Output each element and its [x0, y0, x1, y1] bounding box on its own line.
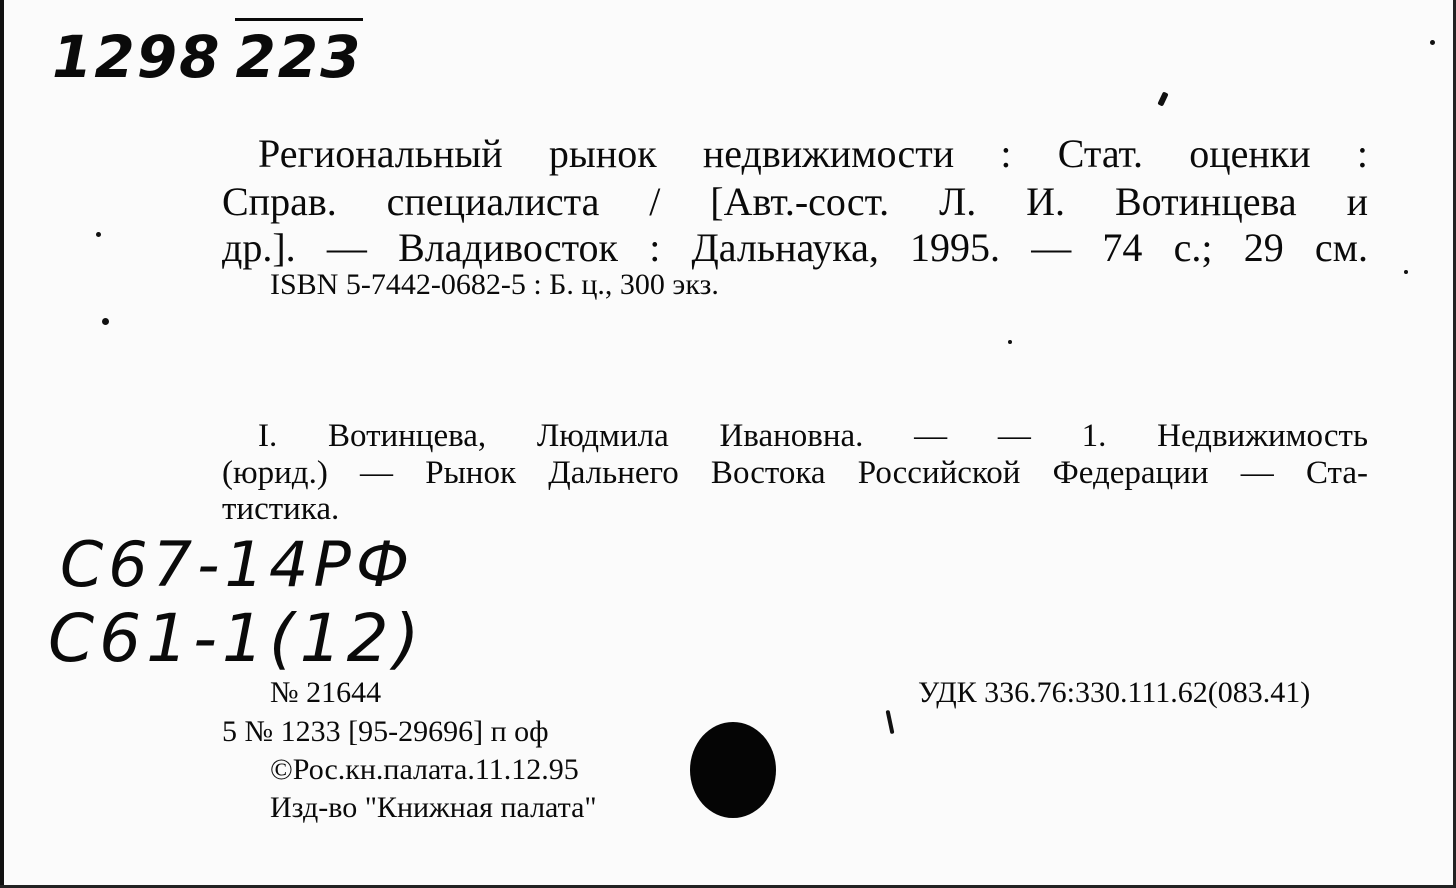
description-line-3: др.]. — Владивосток : Дальнаука, 1995. — 74 с.; 29 см. — [222, 225, 1368, 270]
subjects-line-1: I. Вотинцева, Людмила Ивановна. — — 1. Недвижимость — [258, 418, 1368, 454]
ink-speck — [96, 232, 101, 237]
ink-speck — [1157, 91, 1168, 106]
ink-speck — [102, 318, 109, 325]
ink-speck — [1008, 340, 1012, 344]
handwritten-number: 1298 — [52, 23, 222, 91]
card-left-edge — [0, 0, 4, 888]
handwritten-class-code-2: С61-1(12) — [48, 600, 425, 677]
description-line-1: Региональный рынок недвижимости : Стат. оценки : — [258, 131, 1368, 176]
udk-code: УДК 336.76:330.111.62(083.41) — [918, 676, 1311, 709]
description-line-2: Справ. специалиста / [Авт.-сост. Л. И. Вотинцева и — [222, 179, 1368, 224]
ink-speck — [886, 710, 895, 734]
handwritten-class-code-1: С67-14РФ — [60, 528, 415, 601]
copyright-line: ©Рос.кн.палата.11.12.95 — [270, 753, 579, 786]
subjects-line-3: тистика. — [222, 491, 340, 527]
handwritten-overlined-number: 223 — [235, 18, 362, 91]
handwritten-shelf-number — [52, 18, 363, 91]
ink-speck — [1430, 40, 1435, 45]
punched-hole — [690, 722, 776, 818]
ink-speck — [1404, 270, 1408, 274]
order-number: 5 № 1233 [95-29696] п оф — [222, 715, 549, 748]
subjects-line-2: (юрид.) — Рынок Дальнего Востока Российской Федерации — Ста- — [222, 455, 1368, 491]
publisher-line: Изд-во "Книжная палата" — [270, 791, 597, 824]
isbn-line: ISBN 5-7442-0682-5 : Б. ц., 300 экз. — [270, 268, 719, 301]
registration-number: № 21644 — [270, 676, 382, 709]
